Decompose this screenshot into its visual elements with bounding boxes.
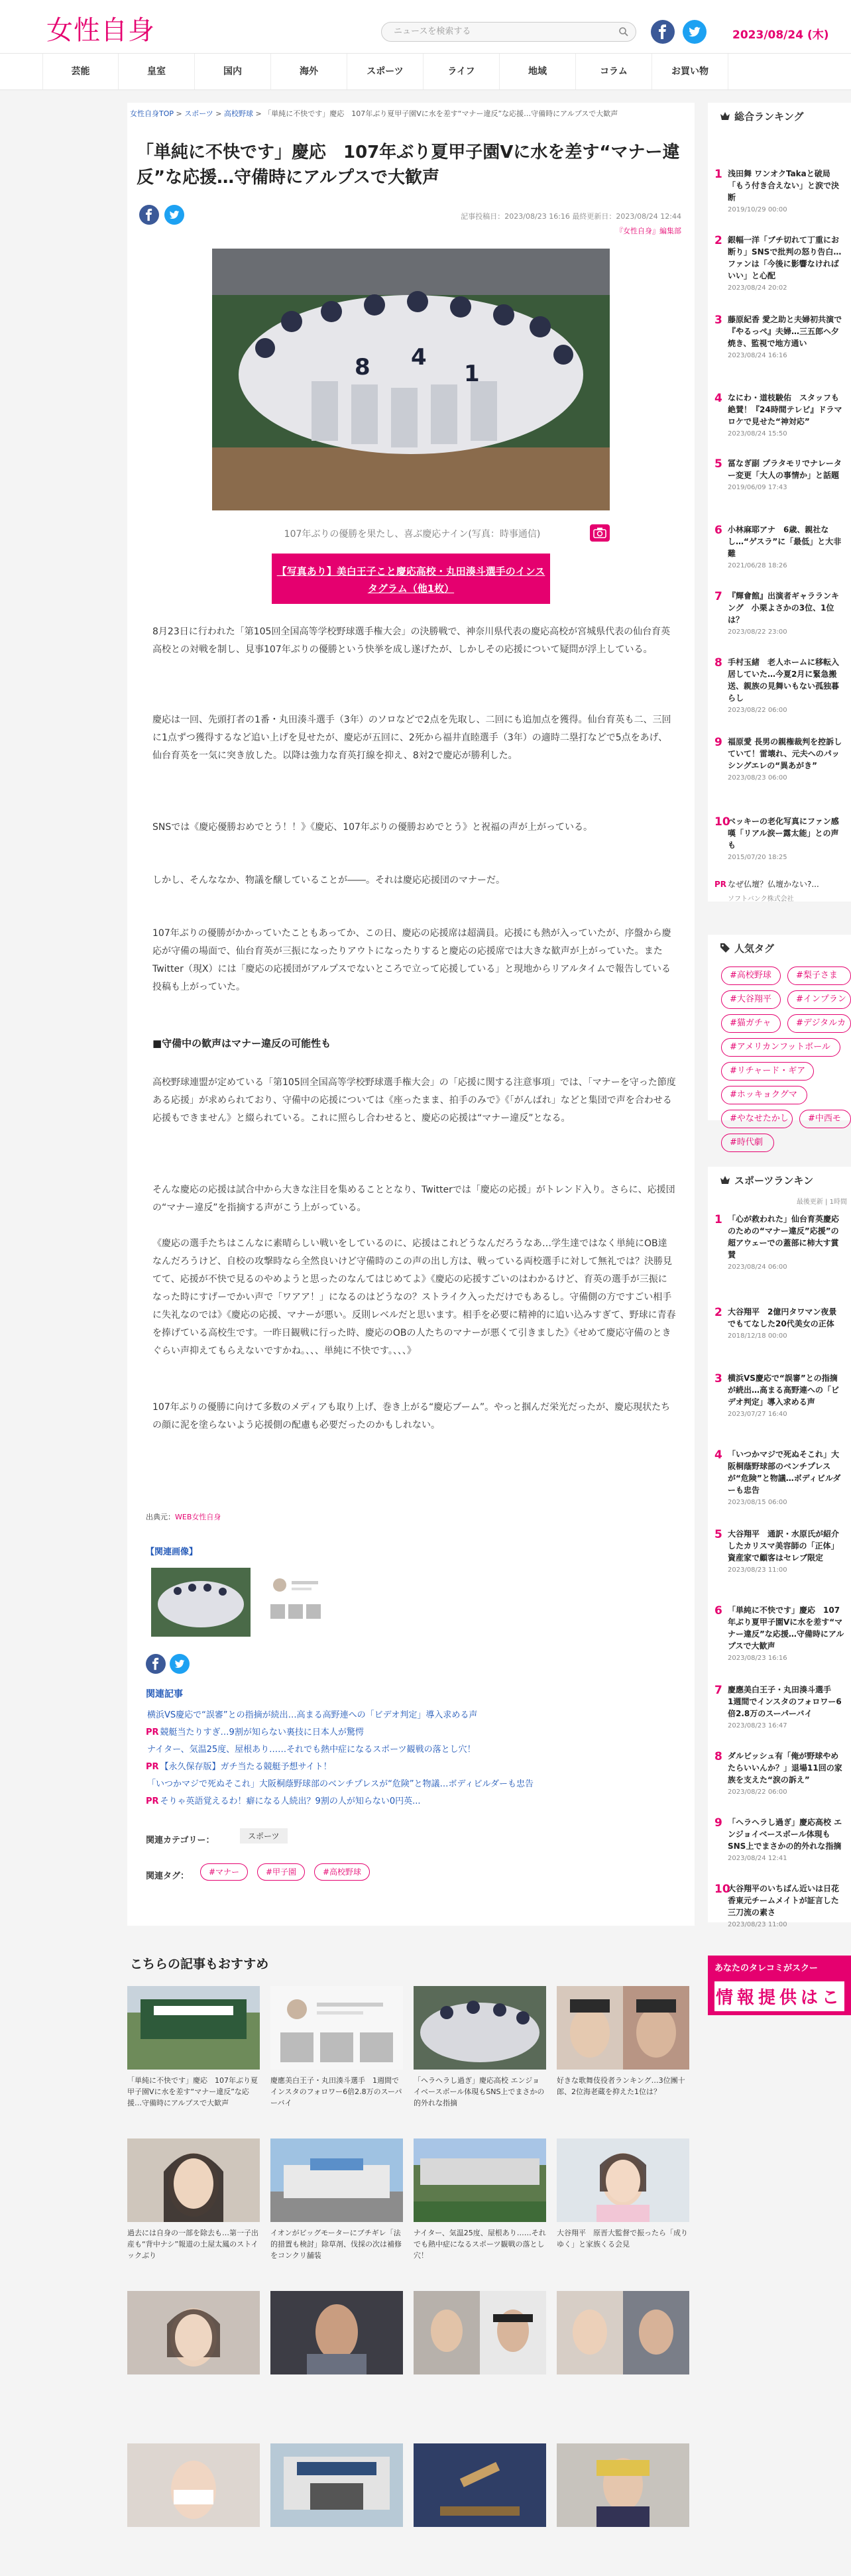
popular-tag[interactable]: #梨子さま — [787, 966, 851, 985]
article-paragraph: 107年ぶりの優勝がかかっていたこともあってか、この日、慶応の応援席は超満員。応援にも熱が入っていたが、序盤から慶応が守備の場面で、仙台育英が三振になったりアウトになったりすると慶応の応援席では大きな歓声が上がっていた。またTwitter（現X）には「慶応の応援団がアルプスでないところで立って応援している」と現地からリアルタイムで報告している投稿も上がっていた。 — [152, 928, 671, 992]
related-tag[interactable]: #高校野球 — [314, 1863, 370, 1881]
global-nav — [0, 53, 851, 90]
ranking-item[interactable] — [708, 234, 851, 292]
recommend-caption[interactable]: 好きな歌舞伎役者ランキング…3位團十郎、2位海老蔵を抑えた1位は？ — [557, 2076, 685, 2096]
rank-number: 8 — [714, 1750, 722, 1763]
rank-number: 9 — [714, 736, 722, 749]
rank-number: 7 — [714, 1684, 722, 1697]
recommend-caption[interactable]: イオンがビッグモーターにブチギレ「法的措置も検討」除草剤、伐採の次は補修をコンクリ舗装 — [270, 2229, 402, 2260]
nav-item-shopping[interactable]: お買い物 — [652, 54, 728, 89]
rank-date: 2023/08/22 06:00 — [728, 1788, 787, 1796]
rank-number: 4 — [714, 1448, 722, 1462]
recommend-card[interactable] — [414, 2443, 546, 2576]
recommend-card[interactable] — [127, 2138, 260, 2271]
ranking-item[interactable] — [708, 392, 851, 438]
related-tag[interactable]: #甲子園 — [257, 1863, 305, 1881]
related-article-text[interactable]: 横浜VS慶応で“誤審”との指摘が続出…高まる高野連への「ビデオ判定」導入求める声 — [147, 1710, 478, 1720]
photo-gallery-button[interactable]: 【写真あり】美白王子こと慶応高校・丸田湊斗選手のインスタグラム（他1枚） — [272, 554, 550, 604]
site-logo[interactable]: 女性自身 — [46, 15, 155, 46]
recommend-card[interactable] — [270, 2443, 403, 2576]
rank-title[interactable]: ベッキーの老化写真にファン感嘆「リアル涙ー露太能」との声も — [728, 817, 839, 850]
related-article-link[interactable] — [146, 1759, 676, 1776]
source — [146, 1511, 221, 1522]
nav-item-region[interactable]: 地域 — [500, 54, 576, 89]
breadcrumb-sports[interactable]: スポーツ — [184, 109, 213, 118]
rank-date: 2023/08/23 16:16 — [728, 1655, 787, 1662]
crown-icon — [720, 111, 730, 121]
ranking-item[interactable] — [708, 1528, 851, 1574]
popular-tags-title: 人気タグ — [734, 942, 775, 955]
related-article-text[interactable]: ナイター、気温25度、屋根あり……それでも熱中症になるスポーツ観戦の落とし穴！ — [147, 1745, 476, 1755]
rank-date: 2023/08/23 11:00 — [728, 1566, 787, 1574]
popular-tag[interactable]: #リチャード・ギア — [721, 1062, 814, 1081]
share-facebook-icon[interactable] — [139, 205, 159, 225]
related-tags-label: 関連タグ： — [146, 1871, 190, 1881]
search-input[interactable] — [381, 22, 636, 42]
related-article-link[interactable] — [146, 1741, 676, 1759]
rank-date: 2019/10/29 00:00 — [728, 206, 787, 213]
popular-tag[interactable]: #やなせたかし — [721, 1110, 793, 1128]
rank-date: 2019/06/09 17:43 — [728, 484, 787, 491]
related-category-label: 関連カテゴリー： — [146, 1836, 215, 1845]
rank-title[interactable]: 「いつかマジで死ぬそこれ」大阪桐蔭野球部のベンチプレスが“危険”と物議…ボディビルダーも忠告 — [728, 1450, 841, 1495]
share-twitter-icon[interactable] — [170, 1654, 190, 1674]
recommend-caption[interactable]: 「単純に不快です」慶応 107年ぶり夏甲子園Vに水を差す“マナー違反”な応援…守備時にアルプスで大歓声 — [127, 2076, 258, 2107]
ranking-item[interactable] — [708, 1372, 851, 1418]
rank-title[interactable]: なぜ仏壇？仏壇かない?... — [728, 880, 819, 889]
popular-tag[interactable]: #大谷翔平 — [721, 990, 781, 1009]
rank-date: 2023/08/24 06:00 — [728, 1263, 787, 1271]
related-image-thumb[interactable] — [265, 1568, 326, 1637]
article-paragraph: 《慶応の選手たちはこんなに素晴らしい戦いをしているのに、応援はこれどうなんだろうなあ…学生達ではなく単純にOB達なんだろうけど、自校の攻撃時なら全然良いけど守備時のこの声の出し方は、戦っている両校選手に対して無礼では？決勝見てて、応援が不快で見るのやめようと思ったのなんてはじめてよ》《慶応の応援すごいのはわかるけど、育英の選手が三振になった時にすげーでかい声で「ワアア！」になるのはどうなの？ストライク入っただけでもあるし。守備側の方ですごい相手に失礼なのでは》《慶応の応援、マナーが悪い。反則レベルだと思います。相手を必要に精神的に追い込みすぎて、野球に青春を捧げている高校生です。一昨日観戦に行った時、慶応のOBの人たちのマナーが悪くて引きました》《せめて慶応守備のときぐらい声抑えてもらえないですかね。、、、単純に不快です。、、、》 — [152, 1238, 676, 1356]
nav-item-imperial[interactable]: 皇室 — [119, 54, 195, 89]
rank-number: 4 — [714, 392, 722, 405]
rank-number: 5 — [714, 1528, 722, 1541]
current-date: 2023/08/24 (木) — [732, 29, 829, 42]
related-article-text[interactable]: そりゃ英語覚えるわ！癖になる人続出？9割の人が知らない0円英... — [160, 1796, 421, 1806]
ranking-item[interactable] — [708, 1213, 851, 1271]
related-article-text[interactable]: 【永久保存版】ガチ当たる競艇予想サイト！ — [160, 1762, 332, 1772]
rank-title[interactable]: 「単純に不快です」慶応 107年ぶり夏甲子園Vに水を差す“マナー違反”な応援…守備時にアルプスで大歓声 — [728, 1606, 844, 1651]
photo-caption: 107年ぶりの優勝を果たし、喜ぶ慶応ナイン(写真：時事通信) — [284, 529, 541, 540]
tip-banner[interactable] — [708, 1956, 851, 2015]
recommend-caption[interactable]: 過去には自身の一部を除去も…第一子出産も“背中ナシ”報道の土屋太鳳のストイックぶり — [127, 2229, 258, 2260]
recommend-card[interactable] — [127, 1986, 260, 2119]
recommend-caption[interactable]: 「ヘラヘラし過ぎ」慶応高校 エンジョイベースボール体現もSNS上でまさかの的外れな指摘 — [414, 2076, 545, 2107]
rank-title[interactable]: 藤原紀香 愛之助と夫婦初共演で『やるっぺ』夫婦…三五郎ヘ夕焼き、監視で地方通い — [728, 315, 842, 348]
rank-number: 10 — [714, 815, 730, 829]
ranking-item[interactable] — [708, 1684, 851, 1729]
recommend-caption[interactable]: 大谷翔平 原晋大監督で振ったら「成りゆく」と家族くる会見 — [557, 2229, 688, 2249]
rank-number: 9 — [714, 1816, 722, 1830]
recommend-card[interactable] — [414, 2138, 546, 2271]
ranking-item[interactable] — [708, 168, 851, 213]
article-paragraph: 8月23日に行われた「第105回全国高等学校野球選手権大会」の決勝戦で、神奈川県代表の慶応高校が宮城県代表の仙台育英高校との対戦を制し、見事107年ぶりの優勝という快挙を成し遂げたが、しかしその応援について疑問が浮上している。 — [152, 626, 671, 655]
breadcrumb-baseball[interactable]: 高校野球 — [224, 109, 254, 118]
recommend-card[interactable] — [414, 1986, 546, 2119]
breadcrumb-sep: > — [213, 109, 225, 118]
rank-number: 10 — [714, 1883, 730, 1896]
ranking-item[interactable] — [708, 1448, 851, 1506]
recommend-card[interactable] — [127, 2291, 260, 2424]
rank-date: 2023/08/15 06:00 — [728, 1499, 787, 1506]
article-dates: 記事投稿日：2023/08/23 16:16 最終更新日：2023/08/24 12:44 — [461, 212, 681, 221]
camera-icon[interactable] — [590, 524, 610, 542]
site-header — [0, 0, 851, 53]
article-paragraph: そんな慶応の応援は試合中から大きな注目を集めることとなり、Twitterでは「慶応の応援」がトレンド入り。さらに、応援団の“マナー違反”を指摘する声がこう上がっている。 — [152, 1185, 675, 1213]
ranking-title: 総合ランキング — [734, 110, 804, 123]
breadcrumb — [130, 108, 618, 119]
ranking-item[interactable] — [708, 736, 851, 782]
rank-date: 2023/08/24 12:41 — [728, 1855, 787, 1862]
article-title: 「単純に不快です」慶応 107年ぶり夏甲子園Vに水を差す“マナー違反”な応援…守備時にアルプスで大歓声 — [137, 143, 680, 188]
share-facebook-icon[interactable] — [146, 1654, 166, 1674]
pr-badge: PR — [146, 1796, 159, 1806]
rank-title[interactable]: 冨なぎ副 プラタモリでナレーター変更「大人の事情か」と話題 — [728, 459, 842, 480]
nav-item-life[interactable]: ライフ — [424, 54, 500, 89]
rank-number: 8 — [714, 656, 722, 670]
rank-date: 2023/07/27 16:40 — [728, 1411, 787, 1418]
rank-number: 3 — [714, 1372, 722, 1385]
recommend-card[interactable] — [414, 2291, 546, 2424]
ranking-item[interactable] — [708, 1604, 851, 1662]
related-category-tag[interactable]: スポーツ — [240, 1828, 288, 1844]
recommend-card[interactable] — [557, 2291, 689, 2424]
rank-date: 2023/08/24 20:02 — [728, 284, 787, 292]
sports-ranking-header — [708, 1167, 851, 1193]
search-placeholder: ニュースを検索する — [394, 27, 471, 36]
popular-tag[interactable]: #インプラン — [787, 990, 851, 1009]
recommend-title: こちらの記事もおすすめ — [130, 1957, 269, 1971]
rank-title[interactable]: なにわ・道枝駿佑 スタッフも絶賛！『24時間テレビ』ドラマロケで見せた“神対応” — [728, 393, 842, 426]
popular-tag[interactable]: #時代劇 — [721, 1134, 774, 1152]
recommend-caption[interactable]: 慶應美白王子・丸田湊斗選手 1週間でインスタのフォロワー6倍2.8万のスーパーバイ — [270, 2076, 402, 2107]
article-paragraph: しかし、そんななか、物議を醸していることが――。それは慶応応援団のマナーだ。 — [152, 875, 505, 886]
rank-date: 2023/08/23 16:47 — [728, 1722, 787, 1729]
rank-date: 2015/07/20 18:25 — [728, 854, 787, 861]
popular-tags — [708, 935, 851, 1147]
rank-number: 6 — [714, 524, 722, 537]
article-subheading: ■守備中の歓声はマナー違反の可能性も — [152, 1037, 331, 1049]
related-article-text[interactable]: 競艇当たりすぎ…9割が知らない裏技に日本人が驚愕 — [160, 1727, 364, 1737]
recommend-card[interactable] — [127, 2443, 260, 2576]
recommend-caption[interactable]: ナイター、気温25度、屋根あり……それでも熱中症になるスポーツ観戦の落とし穴！ — [414, 2229, 546, 2260]
related-article-link[interactable] — [146, 1793, 676, 1810]
breadcrumb-sep: > — [174, 109, 185, 118]
rank-number: 2 — [714, 234, 722, 247]
rank-number: 7 — [714, 590, 722, 603]
related-image-thumb[interactable] — [151, 1568, 251, 1637]
ranking-item[interactable] — [708, 656, 851, 714]
rank-title[interactable]: 慶應美白王子・丸田湊斗選手 1週間でインスタのフォロワー6倍2.8万のスーパーバイ — [728, 1685, 842, 1718]
article-paragraph: 高校野球連盟が定めている「第105回全国高等学校野球選手権大会」の「応援に関する注意事項」では、「マナーを守った節度ある応援」が求められており、守備中の応援については《座ったまま、拍手のみで》《「がんばれ」などと集団で声を合わせる応援もできません》と綴られている。これに照らし合わせると、慶応の応援は“マナー違反”となる。 — [152, 1077, 676, 1124]
rank-date: 2021/06/28 18:26 — [728, 562, 787, 569]
sports-ranking-updated: 最後更新 | 1時間 — [796, 1199, 847, 1206]
source-link[interactable]: WEB女性自身 — [175, 1513, 221, 1521]
recommend-card[interactable] — [270, 1986, 403, 2119]
rank-title[interactable]: 大谷翔平のいちばん近いは日花香東元チームメイトが証言した三刀流の素さ — [728, 1884, 840, 1917]
rank-title[interactable]: ダルビッシュ有「俺が野球やめたらいいんか？」退場11回の家族を支えた“涙の訴え” — [728, 1751, 842, 1785]
article-paragraph: 107年ぶりの優勝に向けて多数のメディアも取り上げ、巻き上がる“慶応ブーム”。やっと掴んだ栄光だったが、慶応現状たちの顔に泥を塗らないよう応援側の配慮も必要だったのかもしれない。 — [152, 1402, 671, 1431]
ranking-item[interactable] — [708, 1306, 851, 1340]
rank-title[interactable]: 横浜VS慶応で“誤審”との指摘が続出…高まる高野連への「ビデオ判定」導入求める声 — [728, 1374, 840, 1407]
nav-item-column[interactable]: コラム — [576, 54, 652, 89]
related-article-link[interactable] — [146, 1776, 676, 1793]
rank-title[interactable]: 大谷翔平 2億円タワマン夜景でもてなした20代美女の正体 — [728, 1307, 837, 1328]
ranking-item[interactable] — [708, 590, 851, 636]
article — [127, 103, 695, 1926]
twitter-icon[interactable] — [683, 20, 707, 44]
rank-date: 2023/08/23 06:00 — [728, 774, 787, 782]
rank-number: 3 — [714, 314, 722, 327]
svg-text:4: 4 — [411, 344, 427, 371]
rank-title[interactable]: 手村玉緒 老人ホームに移転入居していた…今夏2月に緊急搬送、親族の見舞いもない孤独暮らし — [728, 658, 840, 703]
related-articles-title: 関連記事 — [146, 1689, 183, 1700]
rank-number: 2 — [714, 1306, 722, 1319]
rank-title[interactable]: 福原愛 長男の親権裁判を控訴していて！雷壊れ、元夫へのパッシングエレの“異あがき” — [728, 737, 842, 770]
recommend-card[interactable] — [557, 2443, 689, 2576]
rank-date: 2023/08/23 11:00 — [728, 1921, 787, 1928]
rank-title[interactable]: 大谷翔平 通訳・水原氏が紹介したカリスマ美容師の「正体」資産家で顧客はセレブ限定 — [728, 1529, 840, 1562]
rank-title[interactable]: 『輝會館』出演者ギャラランキング 小栗よさかの3位、1位は？ — [728, 591, 840, 624]
rank-date: 2023/08/24 15:50 — [728, 430, 787, 438]
ranking-item[interactable] — [708, 314, 851, 359]
rank-date: 2018/12/18 00:00 — [728, 1332, 787, 1340]
rank-date: 2023/08/22 23:00 — [728, 628, 787, 636]
tip-banner-text: 情報提供はこ — [714, 1981, 844, 2011]
svg-text:8: 8 — [355, 354, 370, 381]
recommend-card[interactable] — [270, 2138, 403, 2271]
rank-date: 2023/08/22 06:00 — [728, 707, 787, 714]
svg-text:1: 1 — [464, 361, 480, 387]
breadcrumb-home[interactable]: 女性自身TOP — [130, 109, 174, 118]
share-twitter-icon[interactable] — [164, 205, 184, 225]
ranking-item[interactable] — [708, 815, 851, 861]
rank-number: 1 — [714, 1213, 722, 1226]
tag-icon — [720, 943, 730, 953]
rank-number: 6 — [714, 1604, 722, 1617]
popular-tag[interactable]: #ホッキョクグマ — [721, 1086, 807, 1104]
related-tag[interactable]: #マナー — [200, 1863, 248, 1881]
nav-item-overseas[interactable]: 海外 — [271, 54, 347, 89]
article-paragraph: 慶応は一回、先頭打者の1番・丸田湊斗選手（3年）のソロなどで2点を先取し、二回にも追加点を獲得。仙台育英も二、三回に1点ずつ獲得するなど追い上げを見せたが、慶応が五回に、2死から福井直睦選手（3年）の適時二塁打などで5点をあげ、仙台育英を一気に突き放した。以降は強力な育英打線を抑え、8対2で慶応が勝利した。 — [152, 715, 671, 761]
ranking-item[interactable] — [708, 1816, 851, 1862]
tip-banner-title: あなたのタレコミがスクー — [714, 1963, 819, 1973]
nav-item-sports[interactable]: スポーツ — [347, 54, 424, 89]
main-photo[interactable] — [212, 249, 610, 510]
ranking-item[interactable] — [708, 524, 851, 569]
recommend-card[interactable] — [557, 1986, 689, 2119]
crown-icon — [720, 1175, 730, 1185]
breadcrumb-current: 「単純に不快です」慶応 107年ぶり夏甲子園Vに水を差す“マナー違反”な応援…守備時にアルプスで大歓声 — [264, 109, 618, 118]
ranking-item[interactable] — [708, 1883, 851, 1928]
rank-title[interactable]: 「心が救われた」仙台育英慶応のための“マナー違反”応援”の超アウェーでの蓋部に柿大す賞賛 — [728, 1214, 840, 1259]
popular-tag[interactable]: #アメリカンフットボール — [721, 1038, 840, 1057]
ranking-pr-item[interactable] — [708, 878, 851, 903]
rank-number: 1 — [714, 168, 722, 181]
pr-badge: PR — [714, 880, 727, 889]
related-article-text[interactable]: 「いつかマジで死ぬそこれ」大阪桐蔭野球部のベンチプレスが“危険”と物議…ボディビルダーも忠告 — [147, 1779, 534, 1789]
popular-tags-header — [708, 935, 851, 961]
popular-tag[interactable]: #猫ガチャ — [721, 1014, 781, 1033]
popular-tag[interactable]: #デジタルカ — [787, 1014, 851, 1033]
nav-item-entertainment[interactable]: 芸能 — [42, 54, 119, 89]
pr-badge: PR — [146, 1762, 159, 1772]
rank-title[interactable]: 銀幅一洋「ブチ切れて丁重にお断り」SNSで批判の怒り告白…ファンは「今後に影響なければいい」と心配 — [728, 235, 842, 280]
recommend-card[interactable] — [270, 2291, 403, 2424]
search-icon[interactable] — [618, 27, 629, 37]
sponsor-name: ソフトバンク株式会社 — [728, 896, 794, 903]
related-articles-list — [146, 1707, 676, 1810]
overall-ranking — [708, 103, 851, 902]
sports-ranking — [708, 1167, 851, 1928]
related-article-link[interactable] — [146, 1724, 676, 1741]
nav-item-domestic[interactable]: 国内 — [195, 54, 271, 89]
rank-title[interactable]: 「ヘラヘラし過ぎ」慶応高校 エンジョイベースボール体現もSNS上でまさかの的外れな指摘 — [728, 1818, 842, 1851]
breadcrumb-sep: > — [253, 109, 264, 118]
pr-badge: PR — [146, 1727, 159, 1737]
facebook-icon[interactable] — [651, 20, 675, 44]
rank-title[interactable]: 小林麻耶アナ 6歳、親社なし…“ゲスラ”に「最低」と大非難 — [728, 525, 842, 558]
ranking-item[interactable] — [708, 1750, 851, 1796]
rank-date: 2023/08/24 16:16 — [728, 352, 787, 359]
source-label: 出典元： — [146, 1513, 175, 1521]
article-paragraph: SNSでは《慶応優勝おめでとう！！》《慶応、107年ぶりの優勝おめでとう》と祝福の声が上がっている。 — [152, 822, 593, 833]
rank-number: 5 — [714, 457, 722, 471]
recommend-card[interactable] — [557, 2138, 689, 2271]
related-images-title: 【関連画像】 — [146, 1547, 198, 1557]
recommend-section — [127, 1949, 695, 2553]
ranking-item[interactable] — [708, 457, 851, 491]
related-article-link[interactable] — [146, 1707, 676, 1724]
rank-title[interactable]: 浅田舞 ワンオクTakaと破局「もう付き合えない」と涙で決断 — [728, 169, 840, 202]
popular-tag[interactable]: #中西モ — [799, 1110, 851, 1128]
article-author[interactable]: 『女性自身』編集部 — [616, 227, 681, 235]
sports-ranking-title: スポーツランキン — [734, 1174, 814, 1187]
popular-tag[interactable]: #高校野球 — [721, 966, 781, 985]
ranking-header — [708, 103, 851, 129]
